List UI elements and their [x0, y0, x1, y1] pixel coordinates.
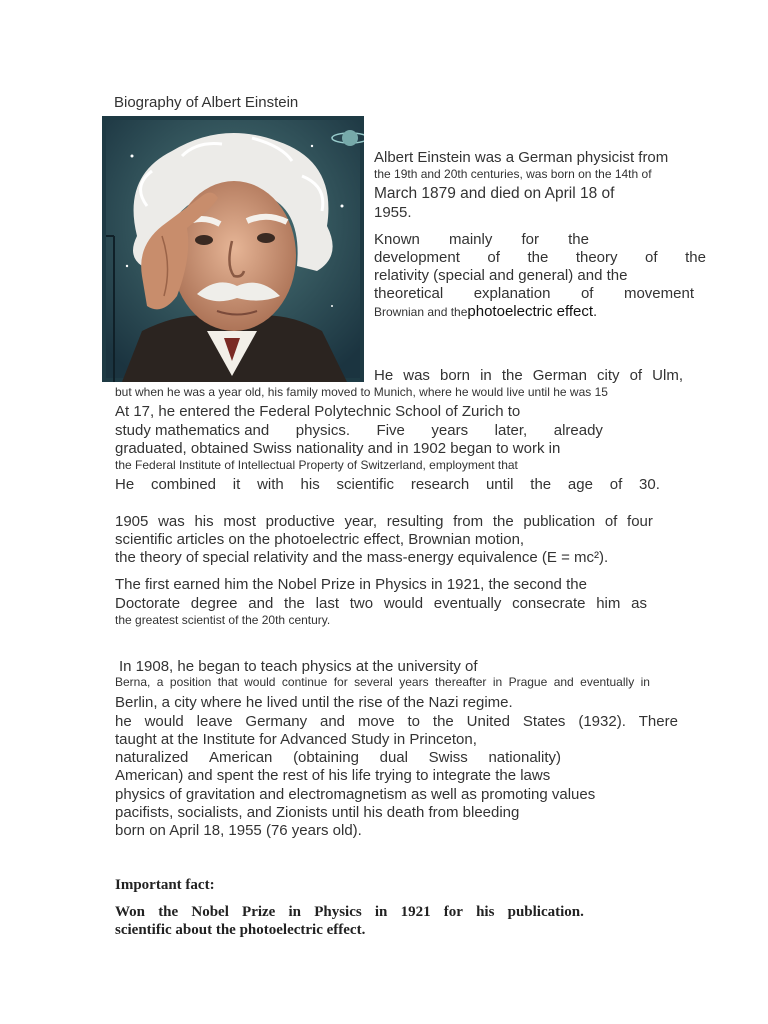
word: year,	[344, 513, 378, 530]
word: most	[223, 513, 256, 530]
word: Germany	[245, 713, 308, 730]
word: (obtaining	[293, 749, 359, 766]
word: a	[156, 675, 164, 689]
word: Five	[376, 422, 405, 439]
word: physics.	[295, 422, 350, 439]
word: as	[631, 595, 647, 612]
word: already	[553, 422, 603, 439]
word: He	[374, 367, 394, 384]
intro-line-1: Albert Einstein was a German physicist from	[374, 149, 669, 166]
photoelectric-effect-term: photoelectric effect	[467, 303, 594, 320]
word: eventually	[580, 675, 635, 689]
nobel-line-1: The first earned him the Nobel Prize in Physics in 1921, the second the	[115, 576, 587, 593]
career-line-2	[115, 676, 650, 688]
intro-line-2: the 19th and 20th centuries, was born on the 14th of	[374, 167, 652, 181]
known-line-4	[374, 286, 694, 301]
word: and	[320, 713, 346, 730]
word: in	[640, 675, 650, 689]
known-line-2	[374, 250, 706, 265]
word: Berna,	[115, 675, 151, 689]
fact-heading: Important fact:	[115, 877, 215, 893]
fact-line-2: scientific about the photoelectric effect.	[115, 922, 366, 938]
career-line-3: Berlin, a city where he lived until the rise of the Nazi regime.	[115, 694, 513, 711]
word: for	[333, 675, 348, 689]
word: Known	[374, 231, 420, 248]
career-line-1: In 1908, he began to teach physics at the university of	[119, 658, 478, 675]
word: nationality)	[488, 749, 561, 766]
early-line-2: but when he was a year old, his family moved to Munich, where he would live until he was 15	[115, 385, 608, 399]
word: States	[522, 713, 566, 730]
word: of	[580, 285, 594, 302]
career-line-8: physics of gravitation and electromagnetism as well as promoting values	[115, 786, 596, 803]
word: years	[399, 675, 429, 689]
word: age	[567, 476, 593, 493]
word: two	[349, 595, 374, 612]
word: was	[403, 367, 430, 384]
word: that	[217, 675, 238, 689]
word: (1932).	[578, 713, 626, 730]
p1905-line-3: the theory of special relativity and the mass-energy equivalence (E = mc²).	[115, 549, 609, 566]
word: was	[158, 513, 185, 530]
word: and	[553, 675, 574, 689]
word: later,	[494, 422, 528, 439]
einstein-portrait	[102, 116, 364, 382]
intro-line-4: 1955.	[374, 204, 412, 221]
early-line-7	[115, 477, 660, 492]
word: American	[209, 749, 273, 766]
known-line-5-end: .	[593, 303, 598, 320]
word: resulting	[386, 513, 444, 530]
word: Doctorate	[115, 595, 181, 612]
word: would	[244, 675, 276, 689]
word: position	[169, 675, 212, 689]
word: theoretical	[374, 285, 444, 302]
early-line-4	[115, 423, 603, 438]
known-line-5	[374, 304, 597, 320]
early-line-6: the Federal Institute of Intellectual Property of Switzerland, employment that	[115, 458, 518, 472]
word: continue	[281, 675, 328, 689]
word: of	[487, 249, 500, 266]
word: There	[638, 713, 678, 730]
word: the	[501, 367, 523, 384]
p1905-line-1	[115, 514, 653, 529]
word: him	[596, 595, 621, 612]
known-line-3: relativity (special and general) and the	[374, 267, 628, 284]
career-line-6	[115, 750, 561, 765]
word: study mathematics and	[115, 422, 270, 439]
word: the	[492, 513, 514, 530]
word: degree	[190, 595, 238, 612]
p1905-line-2: scientific articles on the photoelectric effect, Brownian motion,	[115, 531, 525, 548]
word: naturalized	[115, 749, 189, 766]
word: in	[492, 675, 503, 689]
word: research	[410, 476, 470, 493]
word: He	[115, 476, 135, 493]
word: he	[115, 713, 132, 730]
nobel-line-3: the greatest scientist of the 20th century.	[115, 613, 331, 627]
word: in	[374, 904, 388, 920]
word: Nobel	[191, 904, 229, 920]
word: of	[645, 249, 658, 266]
word: his	[476, 904, 495, 920]
word: movement	[623, 285, 694, 302]
word: Swiss	[428, 749, 468, 766]
word: of	[629, 367, 643, 384]
early-line-3: At 17, he entered the Federal Polytechnic School of Zurich to	[115, 403, 521, 420]
word: years	[431, 422, 469, 439]
word: publication.	[507, 904, 584, 920]
word: German	[532, 367, 587, 384]
word: in	[288, 904, 302, 920]
intro-line-3: March 1879 and died on April 18 of	[374, 185, 615, 202]
early-line-1	[374, 368, 683, 383]
page-title: Biography of Albert Einstein	[114, 94, 299, 111]
word: to	[407, 713, 421, 730]
word: for	[521, 231, 539, 248]
career-line-4	[115, 714, 678, 729]
word: city	[597, 367, 620, 384]
word: the	[432, 713, 454, 730]
career-line-7: American) and spent the rest of his life trying to integrate the laws	[115, 767, 551, 784]
word: thereafter	[435, 675, 487, 689]
word: development	[374, 249, 460, 266]
known-line-5-start: Brownian and the	[374, 305, 468, 319]
career-line-9: pacifists, socialists, and Zionists until his death from bleeding	[115, 804, 520, 821]
word: would	[383, 595, 424, 612]
word: productive	[265, 513, 335, 530]
word: of	[604, 513, 618, 530]
word: move	[357, 713, 395, 730]
word: the	[284, 595, 305, 612]
word: the	[685, 249, 706, 266]
word: and	[248, 595, 274, 612]
word: explanation	[473, 285, 551, 302]
career-line-5: taught at the Institute for Advanced Study in Princeton,	[115, 731, 477, 748]
word: several	[354, 675, 393, 689]
word: Ulm,	[652, 367, 683, 384]
word: of	[609, 476, 623, 493]
early-line-5: graduated, obtained Swiss nationality and in 1902 began to work in	[115, 440, 561, 457]
word: it	[232, 476, 241, 493]
word: eventually	[433, 595, 502, 612]
word: last	[315, 595, 339, 612]
word: four	[627, 513, 653, 530]
career-line-10: born on April 18, 1955 (76 years old).	[115, 822, 362, 839]
word: United	[466, 713, 511, 730]
word: the	[527, 249, 549, 266]
word: 1905	[115, 513, 149, 530]
word: mainly	[449, 231, 493, 248]
word: the	[568, 231, 589, 248]
nobel-line-2	[115, 596, 647, 611]
word: with	[257, 476, 284, 493]
word: dual	[379, 749, 408, 766]
word: scientific	[336, 476, 395, 493]
known-line-1	[374, 232, 589, 247]
word: 30.	[639, 476, 660, 493]
word: Prize	[242, 904, 276, 920]
word: from	[453, 513, 484, 530]
word: Prague	[508, 675, 548, 689]
word: for	[443, 904, 463, 920]
word: combined	[150, 476, 217, 493]
word: his	[194, 513, 214, 530]
word: consecrate	[512, 595, 586, 612]
word: his	[300, 476, 320, 493]
word: would	[144, 713, 184, 730]
word: theory	[575, 249, 618, 266]
word: until	[485, 476, 514, 493]
word: publication	[523, 513, 596, 530]
word: leave	[196, 713, 233, 730]
word: Won	[115, 904, 146, 920]
word: the	[158, 904, 179, 920]
word: born	[440, 367, 471, 384]
word: Physics	[314, 904, 362, 920]
word: the	[530, 476, 552, 493]
fact-line-1	[115, 905, 584, 920]
word: in	[480, 367, 492, 384]
word: 1921	[400, 904, 431, 920]
